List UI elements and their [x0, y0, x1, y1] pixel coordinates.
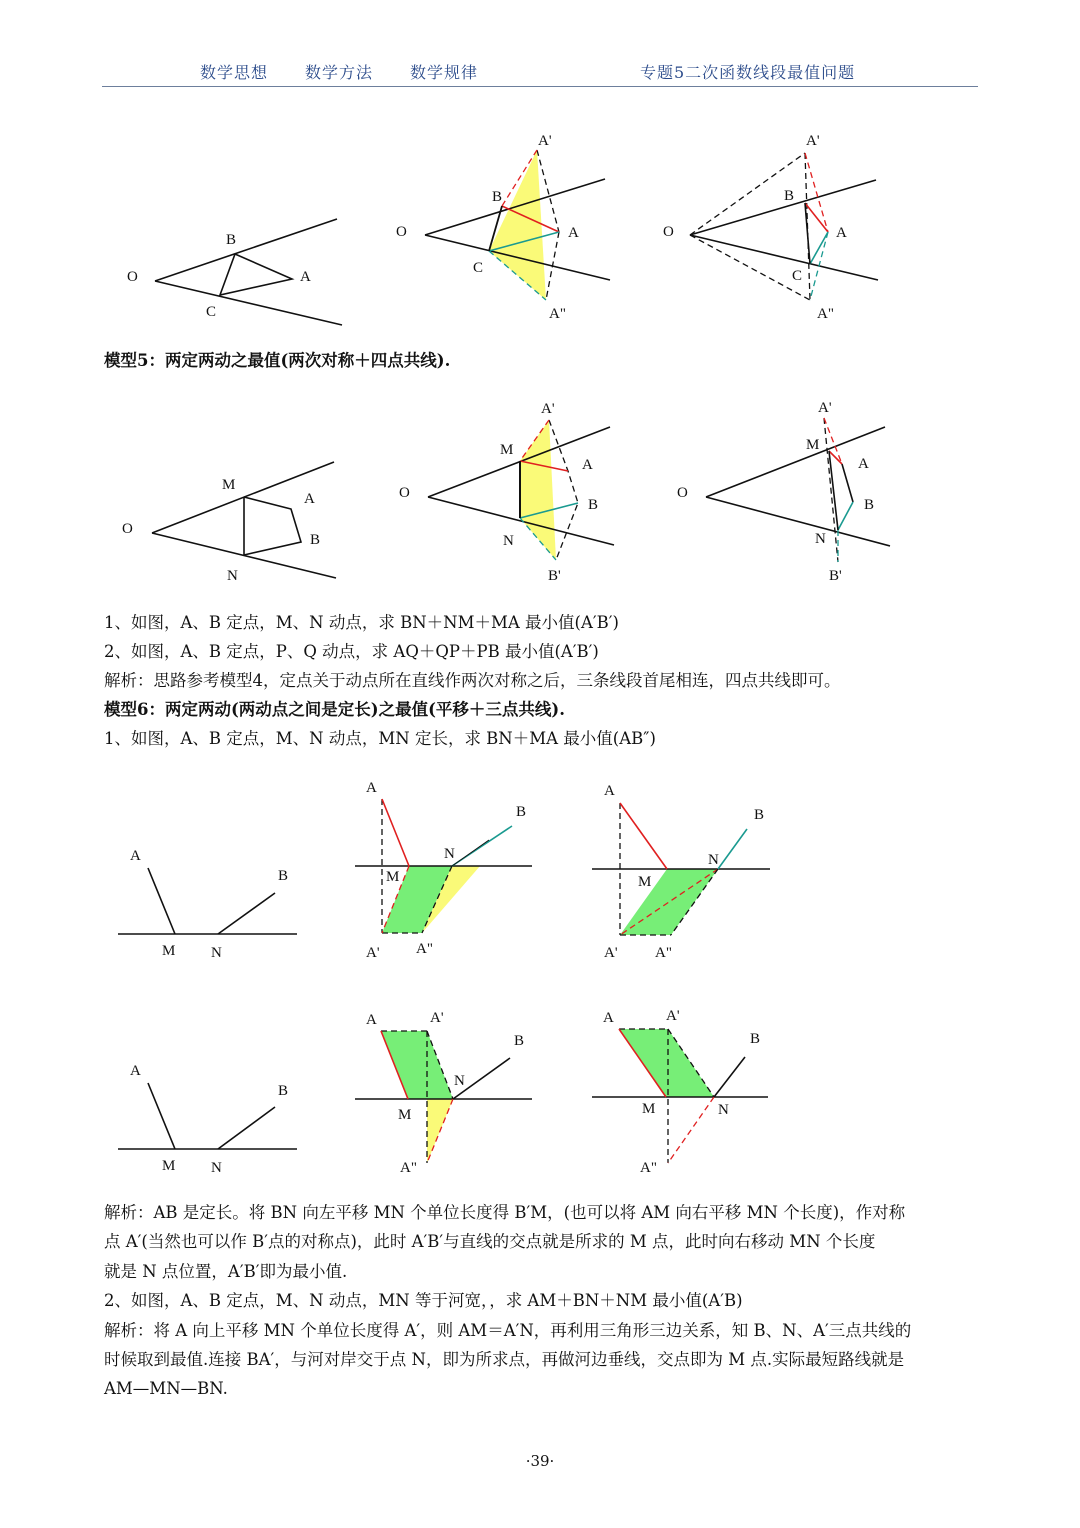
label-A1: A': [430, 1010, 444, 1026]
label-B: B: [492, 189, 503, 205]
label-A: A: [604, 783, 615, 799]
label-C: C: [473, 260, 484, 276]
label-O: O: [396, 224, 407, 240]
label-B: B: [226, 232, 237, 248]
label-A: A: [130, 1063, 141, 1079]
figure-model6-2-result: [592, 1008, 768, 1176]
label-A2: A": [817, 306, 834, 322]
label-A1: A': [666, 1008, 680, 1024]
label-B: B: [310, 532, 321, 548]
label-A: A: [582, 457, 593, 473]
label-B: B: [514, 1033, 525, 1049]
model5-analysis: 解析：思路参考模型4，定点关于动点所在直线作两次对称之后，三条线段首尾相连，四点共线即可。: [104, 671, 841, 690]
label-A1: A': [366, 945, 380, 961]
figure-model6-2-reflect: [355, 1010, 532, 1176]
label-B: B: [516, 804, 527, 820]
label-A: A: [366, 1012, 377, 1028]
model5-title: 模型5：两定两动之最值(两次对称＋四点共线).: [104, 351, 451, 370]
label-N: N: [718, 1102, 729, 1118]
label-N: N: [444, 846, 455, 862]
label-B: B: [754, 807, 765, 823]
label-B1: B': [829, 568, 842, 584]
label-M: M: [642, 1101, 656, 1117]
figure-model5-basic: [122, 462, 336, 584]
label-M: M: [398, 1107, 412, 1123]
label-A2: A": [549, 306, 566, 322]
model6-analysis2-line2: 时候取到最值.连接 BA′，与河对岸交于点 N，即为所求点，再做河边垂线，交点即为 M 点.实际最短路线就是: [104, 1350, 905, 1369]
model6-item-1: 1、如图，A、B 定点，M、N 动点，MN 定长，求 BN＋MA 最小值(AB″): [104, 729, 656, 748]
model6-analysis1-line1: 解析：AB 是定长。将 BN 向左平移 MN 个单位长度得 B′M，(也可以将 AM 向右平移 MN 个长度)，作对称: [104, 1203, 906, 1222]
label-B: B: [278, 868, 289, 884]
label-M: M: [500, 442, 514, 458]
label-M: M: [806, 437, 820, 453]
label-A: A: [568, 225, 579, 241]
label-M: M: [162, 1158, 176, 1174]
label-O: O: [677, 485, 688, 501]
model6-title: 模型6：两定两动(两动点之间是定长)之最值(平移＋三点共线).: [104, 700, 565, 719]
label-A2: A": [400, 1160, 417, 1176]
figure-model4-basic: [127, 219, 342, 325]
label-B: B: [750, 1031, 761, 1047]
label-B: B: [784, 188, 795, 204]
label-O: O: [122, 521, 133, 537]
label-B: B: [864, 497, 875, 513]
label-N: N: [815, 531, 826, 547]
label-M: M: [386, 869, 400, 885]
model5-item-2: 2、如图，A、B 定点，P、Q 动点，求 AQ＋QP＋PB 最小值(A′B′): [104, 642, 599, 661]
model5-item-1: 1、如图，A、B 定点，M、N 动点，求 BN＋NM＋MA 最小值(A′B′): [104, 613, 619, 632]
label-N: N: [454, 1073, 465, 1089]
model6-analysis1-line3: 就是 N 点位置，A′B′即为最小值.: [104, 1262, 348, 1281]
header-title: 专题5二次函数线段最值问题: [640, 63, 856, 82]
figure-model4-reflect: [396, 133, 610, 322]
label-A1: A': [806, 133, 820, 149]
label-A1: A': [604, 945, 618, 961]
figure-model5-result: [677, 400, 890, 584]
figure-model6-1-basic: [118, 848, 297, 961]
header-left-1: 数学思想: [200, 63, 269, 82]
model6-analysis1-line2: 点 A′(当然也可以作 B′点的对称点)，此时 A′B′与直线的交点就是所求的 M 点，此时向右移动 MN 个长度: [104, 1232, 876, 1251]
figure-model4-result: [663, 133, 878, 322]
label-A: A: [304, 491, 315, 507]
label-A: A: [300, 269, 311, 285]
label-A2: A": [416, 941, 433, 957]
label-A: A: [603, 1010, 614, 1026]
label-N: N: [211, 945, 222, 961]
label-M: M: [162, 943, 176, 959]
label-B: B: [588, 497, 599, 513]
label-A1: A': [538, 133, 552, 149]
label-A: A: [130, 848, 141, 864]
label-C: C: [206, 304, 217, 320]
label-A2: A": [655, 945, 672, 961]
label-N: N: [503, 533, 514, 549]
label-B: B: [278, 1083, 289, 1099]
figure-model6-2-basic: [118, 1063, 297, 1176]
label-M: M: [638, 874, 652, 890]
header-left-2: 数学方法: [305, 63, 374, 82]
label-O: O: [663, 224, 674, 240]
model6-analysis2-line1: 解析：将 A 向上平移 MN 个单位长度得 A′，则 AM＝A′N，再利用三角形三边关系，知 B、N、A′三点共线的: [104, 1321, 912, 1340]
label-M: M: [222, 477, 236, 493]
label-A1: A': [541, 401, 555, 417]
label-N: N: [708, 852, 719, 868]
model6-analysis2-line3: AM—MN—BN.: [104, 1379, 228, 1398]
label-A: A: [836, 225, 847, 241]
figure-model6-1-result: [592, 783, 770, 961]
label-A: A: [858, 456, 869, 472]
figure-model5-reflect: [399, 401, 614, 584]
header-left-3: 数学规律: [410, 63, 479, 82]
figure-model6-1-reflect: [355, 780, 532, 961]
label-A1: A': [818, 400, 832, 416]
label-C: C: [792, 268, 803, 284]
label-A: A: [366, 780, 377, 796]
label-A2: A": [640, 1160, 657, 1176]
label-N: N: [211, 1160, 222, 1176]
page-number: ·39·: [525, 1452, 555, 1470]
label-N: N: [227, 568, 238, 584]
label-O: O: [399, 485, 410, 501]
label-B1: B': [548, 568, 561, 584]
model6-item-2: 2、如图，A、B 定点，M、N 动点，MN 等于河宽，，求 AM＋BN＋NM 最小值(A′B): [104, 1291, 743, 1310]
label-O: O: [127, 269, 138, 285]
